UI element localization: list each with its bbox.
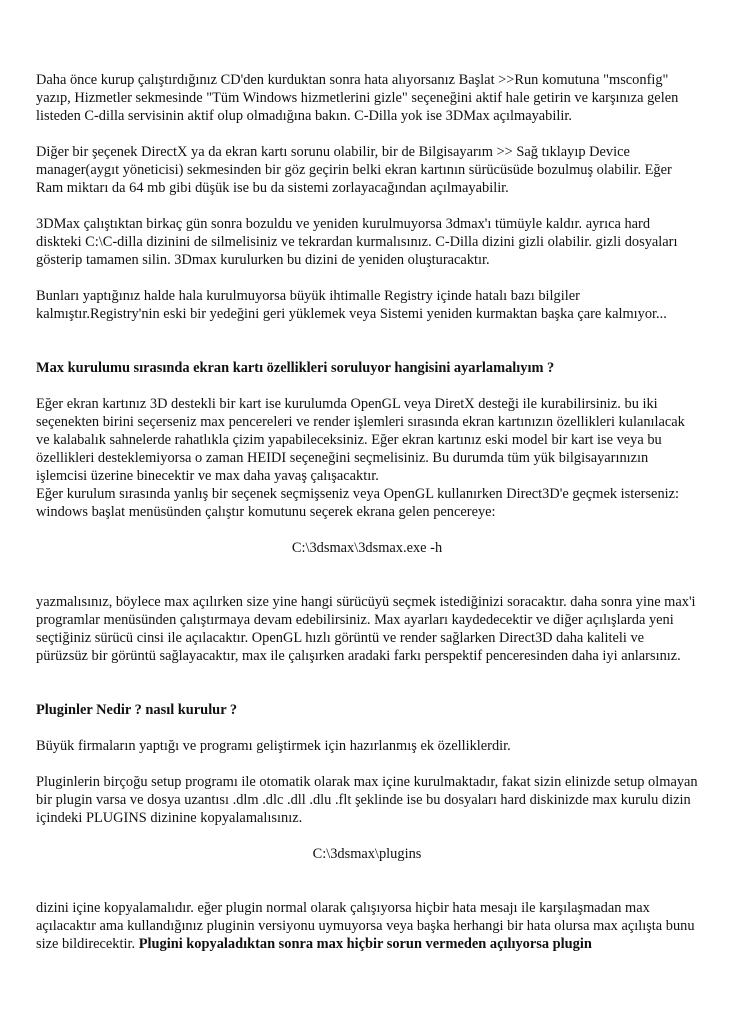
paragraph-reinstall: 3DMax çalıştıktan birkaç gün sonra bozuldu ve yeniden kurulmuyorsa 3dmax'ı tümüyle kaldır. ayrıca hard diskteki C:\C-dilla dizinini de silmelisiniz ve tekrardan kurmalısınız. C-Dilla dizini gizli olabilir. gizli dosyaları gösterip tamamen silin. 3Dmax kurulurken bu dizini de yeniden oluşturacaktır. [36,216,678,268]
command-line-plugins: C:\3dsmax\plugins [312,846,422,862]
heading-display-card: Max kurulumu sırasında ekran kartı özellikleri soruluyor hangisini ayarlamalıyım ? [36,360,555,376]
paragraph-plugins-copy-bold: Plugini kopyaladıktan sonra max hiçbir sorun vermeden açılıyorsa plugin [138,936,592,952]
paragraph-plugins-def: Büyük firmaların yaptığı ve programı geliştirmek için hazırlanmış ek özelliklerdir. [36,738,511,754]
document-page [36,71,698,953]
paragraph-directx: Diğer bir şeçenek DirectX ya da ekran kartı sorunu olabilir, bir de Bilgisayarım >> Sağ tıklayıp Device manager(aygıt yöneticisi) sekmesinden bir göz geçirin belki ekran kartının sürücüsüde bozulmuş olabilir. Eğer Ram miktarı da 64 mb gibi düşük ise bu da sistemi zorlayacağından açılmayabilir. [36,144,672,196]
paragraph-cdilla: Daha önce kurup çalıştırdığınız CD'den kurduktan sonra hata alıyorsanız Başlat >>Run komutuna "msconfig" yazıp, Hizmetler sekmesinde "Tüm Windows hizmetlerini gizle" seçeneğini aktif hale getirin ve karşınıza gelen listeden C-dilla servisinin aktif olup olmadığına bakın. C-Dilla yok ise 3DMax açılmayabilir. [36,72,679,124]
paragraph-opengl: Eğer ekran kartınız 3D destekli bir kart ise kurulumda OpenGL veya DiretX desteği ile kurabilirsiniz. bu iki seçenekten birini seçerseniz max pencereleri ve render işlemleri sırasında ekran kartınızın özellikleri kulanılacak ve kalabalık sahnelerde rahatlıkla çizim yapabileceksiniz. Eğer ekran kartınız eski model bir kart ise veya bu özellikleri desteklemiyorsa o zaman HEIDI seçeneğini seçmelisiniz. Bu durumda tüm yük bilgisayarınızın işlemcisi üzerine binecektir ve max daha yavaş çalışacaktır. [36,396,685,484]
heading-plugins: Pluginler Nedir ? nasıl kurulur ? [36,702,238,718]
paragraph-wrong-choice: Eğer kurulum sırasında yanlış bir seçenek seçmişseniz veya OpenGL kullanırken Direct3D'e geçmek isterseniz: windows başlat menüsünden çalıştır komutunu seçerek ekrana gelen pencereye: [36,486,680,520]
paragraph-plugins-setup: Pluginlerin birçoğu setup programı ile otomatik olarak max içine kurulmaktadır, fakat sizin elinizde setup olmayan bir plugin varsa ve dosya uzantısı .dlm .dlc .dll .dlu .flt şeklinde ise bu dosyaları hard diskinizde max kurulu dizin içindeki PLUGINS dizinine kopyalamalısınız. [36,774,698,826]
paragraph-registry: Bunları yaptığınız halde hala kurulmuyorsa büyük ihtimalle Registry içinde hatalı bazı bilgiler kalmıştır.Registry'nin eski bir yedeğini geri yüklemek veya Sistemi yeniden kurmaktan başka çare kalmıyor... [36,288,667,322]
command-line-3dsmax: C:\3dsmax\3dsmax.exe -h [291,540,443,556]
paragraph-plugins-copy-text: dizini içine kopyalamalıdır. eğer plugin normal olarak çalışıyorsa hiçbir hata mesajı ile karşılaşmadan max açılacaktır ama kullandığınız pluginin versiyonu uymuyorsa veya başka herhangi bir hata olursa max açılışta bunu size bildirecektir. [36,900,695,952]
paragraph-plugins-copy [36,899,698,953]
paragraph-driver-choice: yazmalısınız, böylece max açılırken size yine hangi sürücüyü seçmek istediğinizi soracaktır. daha sonra yine max'i programlar menüsünden çalıştırmaya devam edebilirsiniz. Max ayarları kaydedecektir ve diğer açılışlarda yeni seçtiğiniz sürücü cinsi ile açılacaktır. OpenGL hızlı görüntü ve render sağlarken Direct3D daha kaliteli ve pürüzsüz bir görüntü sağlayacaktır, max ile çalışırken aradaki farkı perspektif penceresinden daha iyi anlarsınız. [36,594,696,664]
